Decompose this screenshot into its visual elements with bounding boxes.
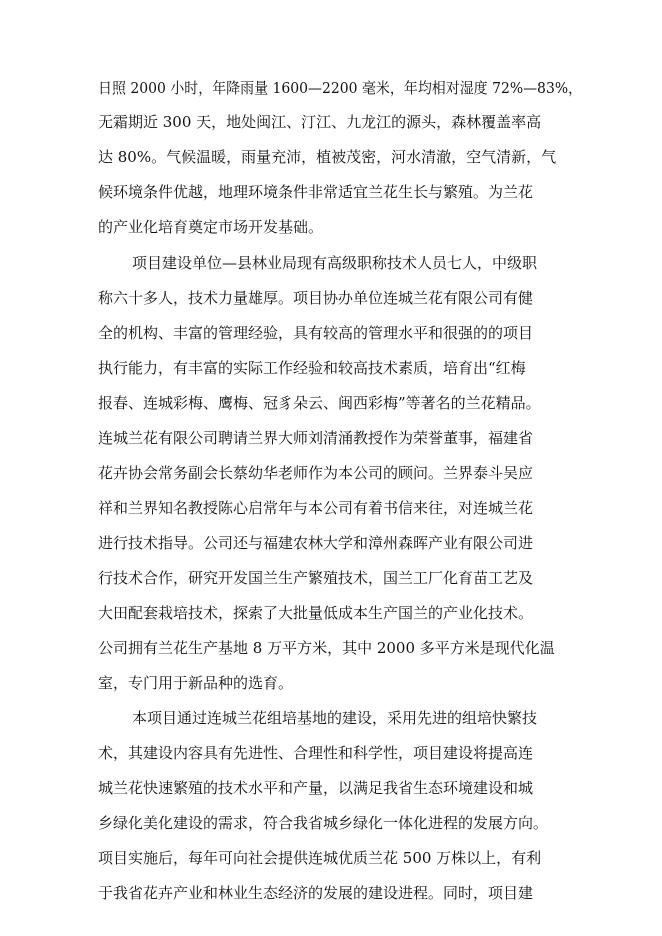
text-line: 祥和兰界知名教授陈心启常年与本公司有着书信来往，对连城兰花 <box>98 499 534 517</box>
text-line: 于我省花卉产业和林业生态经济的发展的建设进程。同时，项目建 <box>98 884 534 902</box>
text-line: 日照 2000 小时，年降雨量 1600—2200 毫米，年均相对湿度 72%—83%， <box>98 79 583 97</box>
text-line: 进行技术指导。公司还与福建农林大学和漳州森晖产业有限公司进 <box>98 534 534 552</box>
text-line: 的产业化培育奠定市场开发基础。 <box>98 218 324 236</box>
text-line: 大田配套栽培技术，探索了大批量低成本生产国兰的产业化技术。 <box>98 604 534 622</box>
text-line: 公司拥有兰花生产基地 8 万平方米，其中 2000 多平方米是现代化温 <box>98 639 555 657</box>
paragraph-first-line: 项目建设单位—县林业局现有高级职称技术人员七人，中级职 <box>132 254 538 272</box>
text-line: 乡绿化美化建设的需求，符合我省城乡绿化一体化进程的发展方向。 <box>98 814 549 832</box>
text-line: 称六十多人，技术力量雄厚。项目协办单位连城兰花有限公司有健 <box>98 289 534 307</box>
text-line: 连城兰花有限公司聘请兰界大师刘清涌教授作为荣誉董事，福建省 <box>98 429 534 447</box>
text-line: 无霜期近 300 天，地处闽江、汀江、九龙江的源头，森林覆盖率高 <box>98 113 542 131</box>
text-line: 城兰花快速繁殖的技术水平和产量，以满足我省生态环境建设和城 <box>98 779 534 797</box>
text-line: 报春、连城彩梅、鹰梅、冠豸朵云、闽西彩梅”等著名的兰花精品。 <box>98 394 541 412</box>
text-line: 室，专门用于新品种的选育。 <box>98 674 294 692</box>
text-line: 花卉协会常务副会长蔡幼华老师作为本公司的顾问。兰界泰斗吴应 <box>98 464 534 482</box>
text-line: 候环境条件优越，地理环境条件非常适宜兰花生长与繁殖。为兰花 <box>98 183 534 201</box>
text-line: 行技术合作，研究开发国兰生产繁殖技术，国兰工厂化育苗工艺及 <box>98 569 534 587</box>
text-line: 术，其建设内容具有先进性、合理性和科学性，项目建设将提高连 <box>98 744 534 762</box>
text-line: 达 80%。气候温暖，雨量充沛，植被茂密，河水清澈，空气清新，气 <box>98 148 557 166</box>
text-line: 项目实施后，每年可向社会提供连城优质兰花 500 万株以上，有利 <box>98 849 542 867</box>
text-line: 全的机构、丰富的管理经验，具有较高的管理水平和很强的的项目 <box>98 324 534 342</box>
text-line: 执行能力，有丰富的实际工作经验和较高技术素质，培育出“红梅 <box>98 359 526 377</box>
paragraph-first-line: 本项目通过连城兰花组培基地的建设，采用先进的组培快繁技 <box>132 709 538 727</box>
